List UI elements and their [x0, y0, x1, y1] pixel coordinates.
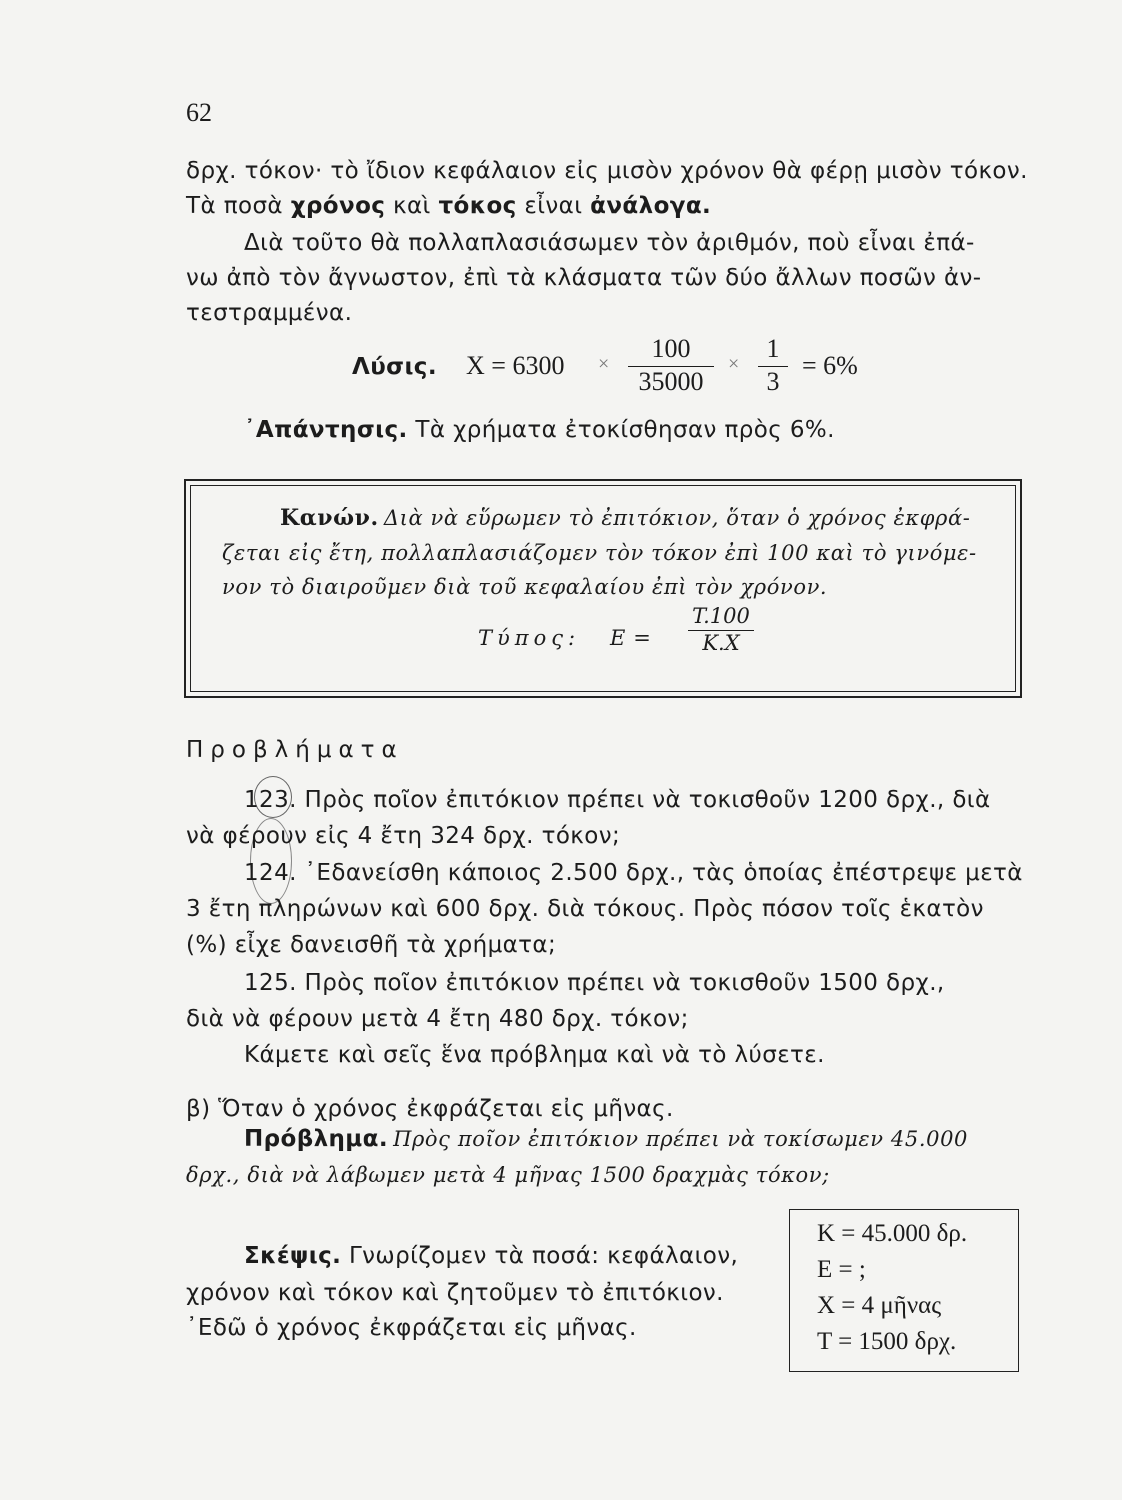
rule-label: Κανών. — [280, 505, 379, 531]
solution-times-2: × — [728, 353, 740, 375]
fraction-2-numerator: 1 — [766, 334, 780, 363]
p1-bold-analoga: ἀνάλογα. — [590, 193, 712, 219]
paragraph2-line2: νω ἀπὸ τὸν ἄγνωστον, ἐπὶ τὰ κλάσματα τῶν δύο ἄλλων ποσῶν ἀν- — [186, 265, 982, 291]
problem-124-line2: 3 ἔτη πληρώνων καὶ 600 δρχ. διὰ τόκους. Πρὸς πόσον τοῖς ἑκατὸν — [186, 896, 984, 922]
fraction-1-numerator: 100 — [651, 334, 691, 363]
rule-text-1: Διὰ νὰ εὕρωμεν τὸ ἐπιτόκιον, ὅταν ὁ χρόνος ἐκφρά- — [383, 506, 971, 530]
solution-fraction-2 — [758, 334, 788, 397]
problem-line1 — [244, 1126, 968, 1152]
solution-expr-start: X = 6300 — [466, 351, 565, 380]
formula-lhs: E = — [610, 626, 652, 650]
rule-line2: ζεται εἰς ἔτη, πολλαπλασιάζομεν τὸν τόκον ἐπὶ 100 καὶ τὸ γινόμε- — [222, 541, 977, 565]
answer-text: Τὰ χρήματα ἐτοκίσθησαν πρὸς 6%. — [415, 417, 835, 443]
answer-line — [244, 417, 835, 443]
p1-text-c: εἶναι — [516, 193, 591, 219]
problems-heading: Προβλήματα — [186, 737, 404, 763]
paragraph1-line2 — [186, 193, 711, 219]
formula-denominator: K.X — [702, 631, 740, 655]
thought-line2: χρόνον καὶ τόκον καὶ ζητοῦμεν τὸ ἐπιτόκιον. — [186, 1280, 724, 1306]
formula-label: Τύπος: — [478, 626, 581, 650]
rule-line1 — [280, 505, 970, 531]
answer-label: ᾿Απάντησις. — [244, 417, 408, 443]
given-e: E = ; — [817, 1256, 866, 1283]
paragraph2-line3: τεστραμμένα. — [186, 300, 353, 326]
formula-fraction — [688, 604, 754, 655]
problem-125-line1: 125. Πρὸς ποῖον ἐπιτόκιον πρέπει νὰ τοκισθοῦν 1500 δρχ., — [244, 970, 945, 996]
paragraph2-line1: Διὰ τοῦτο θὰ πολλαπλασιάσωμεν τὸν ἀριθμόν, ποὺ εἶναι ἐπά- — [244, 230, 975, 256]
given-t: T = 1500 δρχ. — [817, 1328, 957, 1355]
given-k: K = 45.000 δρ. — [817, 1220, 968, 1247]
p1-text-b: καὶ — [385, 193, 439, 219]
problem-125-line2: διὰ νὰ φέρουν μετὰ 4 ἔτη 480 δρχ. τόκον; — [186, 1006, 689, 1032]
section-b-heading: β) Ὅταν ὁ χρόνος ἐκφράζεται εἰς μῆνας. — [186, 1096, 674, 1122]
solution-times-1: × — [598, 353, 610, 375]
problem-124-line3: (%) εἶχε δανεισθῆ τὰ χρήματα; — [186, 932, 557, 958]
solution-fraction-1 — [628, 334, 714, 397]
p1-bold-chronos: χρόνος — [290, 193, 386, 219]
problem-label: Πρόβλημα. — [244, 1126, 388, 1152]
problem-123-line1: 123. Πρὸς ποῖον ἐπιτόκιον πρέπει νὰ τοκισθοῦν 1200 δρχ., διὰ — [244, 787, 991, 813]
rule-line3: νον τὸ διαιροῦμεν διὰ τοῦ κεφαλαίου ἐπὶ τὸν χρόνον. — [222, 575, 828, 599]
given-x: X = 4 μῆνας — [817, 1292, 942, 1319]
thought-line3: ᾿Εδῶ ὁ χρόνος ἐκφράζεται εἰς μῆνας. — [186, 1315, 637, 1341]
problem-text-1: Πρὸς ποῖον ἐπιτόκιον πρέπει νὰ τοκίσωμεν 45.000 — [393, 1127, 969, 1151]
formula-numerator: T.100 — [692, 604, 750, 628]
thought-text-1: Γνωρίζομεν τὰ ποσά: κεφάλαιον, — [348, 1243, 739, 1269]
paragraph1-line1: δρχ. τόκον· τὸ ἴδιον κεφάλαιον εἰς μισὸν χρόνον θὰ φέρῃ μισὸν τόκον. — [186, 158, 1028, 184]
problem-123-line2: νὰ φέρουν εἰς 4 ἔτη 324 δρχ. τόκον; — [186, 823, 621, 849]
solution-label: Λύσις. — [352, 354, 437, 380]
p1-bold-tokos: τόκος — [438, 193, 517, 219]
page-number: 62 — [186, 98, 212, 127]
fraction-1-denominator: 35000 — [638, 367, 704, 396]
p1-text-a: Τὰ ποσὰ — [186, 193, 291, 219]
solution-result: = 6% — [802, 351, 858, 380]
fraction-2-denominator: 3 — [766, 367, 780, 396]
problem-124-line1: 124. ᾿Εδανείσθη κάποιος 2.500 δρχ., τὰς ὁποίας ἐπέστρεψε μετὰ — [244, 860, 1023, 886]
own-problem-line: Κάμετε καὶ σεῖς ἕνα πρόβλημα καὶ νὰ τὸ λύσετε. — [244, 1042, 825, 1068]
thought-label: Σκέψις. — [244, 1243, 342, 1269]
problem-line2: δρχ., διὰ νὰ λάβωμεν μετὰ 4 μῆνας 1500 δραχμὰς τόκον; — [186, 1163, 830, 1187]
thought-line1 — [244, 1243, 738, 1269]
